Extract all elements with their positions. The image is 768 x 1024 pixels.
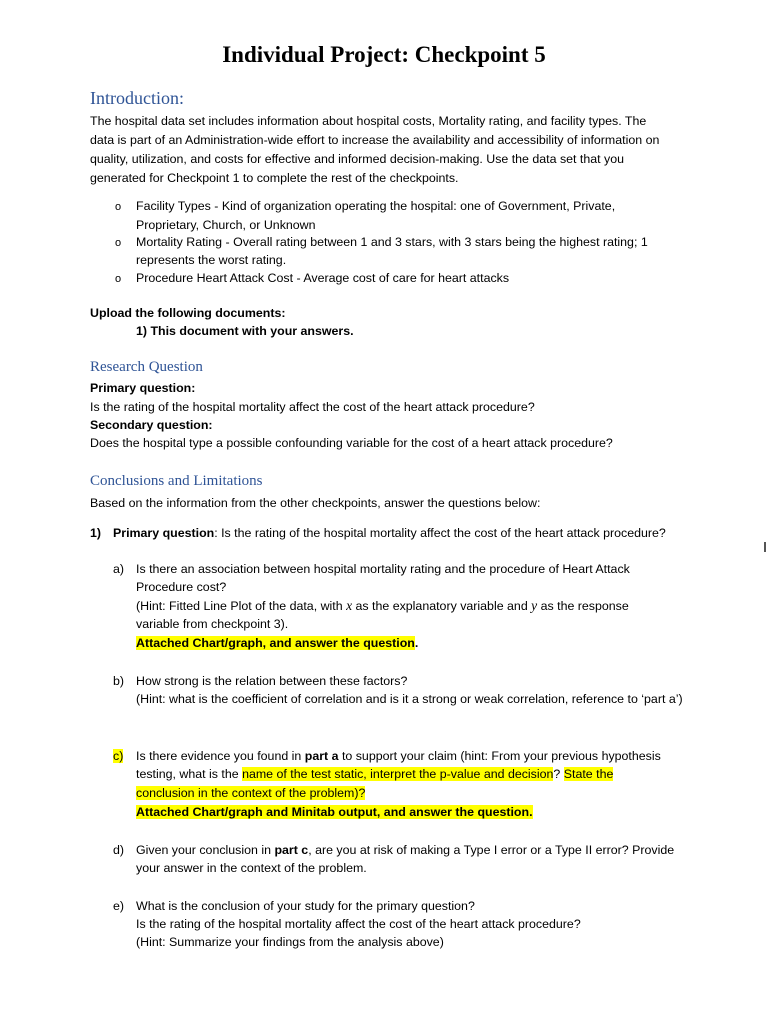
item-c-marker xyxy=(113,747,123,765)
c-attach-highlight: Attached Chart/graph and Minitab output, and answer the question. xyxy=(136,805,533,819)
hint-x-variable: x xyxy=(346,598,353,613)
upload-item: 1) This document with your answers. xyxy=(136,324,354,338)
c-l1-pre: Is there evidence you found in xyxy=(136,749,305,763)
item-e-line-2: Is the rating of the hospital mortality affect the cost of the heart attack procedure? xyxy=(136,917,581,931)
d-l1-bold: part c xyxy=(274,843,309,857)
secondary-question-text: Does the hospital type a possible confounding variable for the cost of a heart attack procedure? xyxy=(90,436,613,450)
item-c-line-2 xyxy=(136,765,613,783)
intro-line-3: quality, utilization, and costs for effective and informed decision-making. Use the data set that you xyxy=(90,152,625,166)
bullet-facility-line-2: Proprietary, Church, or Unknown xyxy=(136,218,316,232)
item-b-line-1: How strong is the relation between these factors? xyxy=(136,674,408,688)
page-edge-mark xyxy=(764,542,766,552)
bullet-marker: o xyxy=(115,201,122,213)
bullet-marker: o xyxy=(115,273,122,285)
bullet-cost-line-1: Procedure Heart Attack Cost - Average cost of care for heart attacks xyxy=(136,271,510,285)
item-a-line-2: Procedure cost? xyxy=(136,580,227,594)
bullet-facility-line-1: Facility Types - Kind of organization operating the hospital: one of Government, Private, xyxy=(136,199,616,213)
hint-y-variable: y xyxy=(531,598,538,613)
conclusions-heading: Conclusions and Limitations xyxy=(90,473,263,489)
item-d-line-2: your answer in the context of the problem. xyxy=(136,861,367,875)
item-c-line-1 xyxy=(136,747,661,765)
primary-question-label: Primary question: xyxy=(90,381,196,395)
item-b-line-2: (Hint: what is the coefficient of correlation and is it a strong or weak correlation, reference to ‘part a’) xyxy=(136,692,683,706)
research-heading: Research Question xyxy=(90,359,203,375)
hint-post: as the response xyxy=(537,599,629,613)
intro-line-2: data is part of an Administration-wide effort to increase the availability and accessibility of information on xyxy=(90,133,660,147)
q1-line xyxy=(113,524,666,542)
item-a-attach-end: . xyxy=(414,636,419,650)
item-c-marker-highlight: c) xyxy=(113,749,124,763)
c-l2-question: ? xyxy=(553,767,564,781)
q1-number: 1) xyxy=(90,526,102,540)
item-a-line-1: Is there an association between hospital mortality rating and the procedure of Heart Attack xyxy=(136,562,630,576)
item-d-line-1 xyxy=(136,841,674,859)
secondary-question-label: Secondary question: xyxy=(90,418,213,432)
conclusions-intro: Based on the information from the other checkpoints, answer the questions below: xyxy=(90,496,541,510)
page-title: Individual Project: Checkpoint 5 xyxy=(222,42,546,67)
bullet-mortality-line-1: Mortality Rating - Overall rating between 1 and 3 stars, with 3 stars being the highest rating; 1 xyxy=(136,235,648,249)
item-a-attach-highlight: Attached Chart/graph, and answer the question xyxy=(136,636,415,650)
item-a-marker: a) xyxy=(113,562,125,576)
item-c-line-3 xyxy=(136,784,365,802)
c-l2-pre: testing, what is the xyxy=(136,767,243,781)
item-a-attach xyxy=(136,634,418,652)
q1-text: : Is the rating of the hospital mortality affect the cost of the heart attack procedure? xyxy=(214,526,666,540)
c-l3-highlight: conclusion in the context of the problem)? xyxy=(136,786,366,800)
item-d-marker: d) xyxy=(113,843,125,857)
bullet-mortality-line-2: represents the worst rating. xyxy=(136,253,287,267)
item-a-line-4: variable from checkpoint 3). xyxy=(136,617,289,631)
item-c-attach xyxy=(136,803,533,821)
q1-label: Primary question xyxy=(113,526,215,540)
item-e-line-3: (Hint: Summarize your findings from the analysis above) xyxy=(136,935,444,949)
c-l1-bold: part a xyxy=(304,749,339,763)
upload-label: Upload the following documents: xyxy=(90,306,286,320)
bullet-marker: o xyxy=(115,237,122,249)
c-l2-highlight: name of the test static, interpret the p-value and decision xyxy=(242,767,554,781)
item-a-hint xyxy=(136,597,629,615)
hint-pre: (Hint: Fitted Line Plot of the data, with xyxy=(136,599,347,613)
intro-line-4: generated for Checkpoint 1 to complete the rest of the checkpoints. xyxy=(90,171,459,185)
item-b-marker: b) xyxy=(113,674,125,688)
d-l1-post: , are you at risk of making a Type I error or a Type II error? Provide xyxy=(308,843,675,857)
d-l1-pre: Given your conclusion in xyxy=(136,843,275,857)
introduction-heading: Introduction: xyxy=(90,88,184,108)
c-l2-highlight-2: State the xyxy=(563,767,614,781)
hint-mid: as the explanatory variable and xyxy=(352,599,532,613)
c-l1-post: to support your claim (hint: From your previous hypothesis xyxy=(338,749,661,763)
item-e-line-1: What is the conclusion of your study for the primary question? xyxy=(136,899,475,913)
primary-question-text: Is the rating of the hospital mortality affect the cost of the heart attack procedure? xyxy=(90,400,535,414)
intro-line-1: The hospital data set includes information about hospital costs, Mortality rating, and facility types. The xyxy=(90,114,647,128)
item-e-marker: e) xyxy=(113,899,125,913)
